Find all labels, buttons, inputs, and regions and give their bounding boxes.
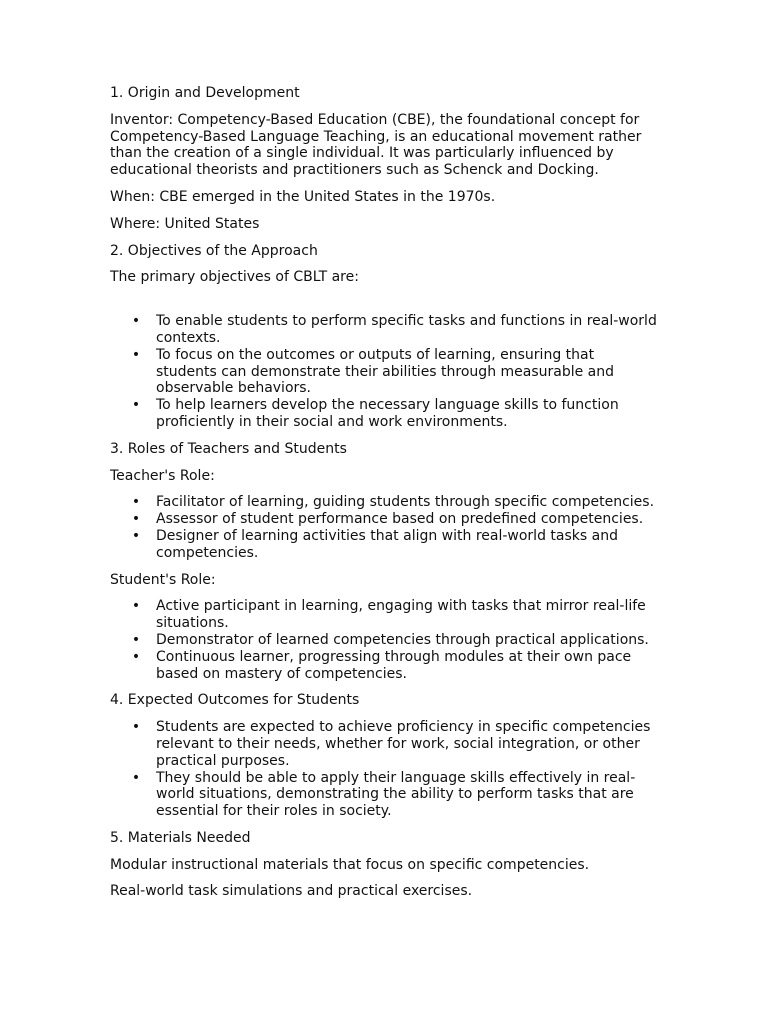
list-item-text: They should be able to apply their language skills effectively in real-world situations, demonstrating the ability to perform tasks that are essential for their roles in society. [156,769,636,820]
origin-when-paragraph: When: CBE emerged in the United States in the 1970s. [110,188,496,205]
teacher-role-list [110,494,658,561]
list-item [110,528,658,562]
list-item-text: Assessor of student performance based on predefined competencies. [156,511,644,528]
list-item-text: Demonstrator of learned competencies through practical applications. [156,631,649,648]
bullet-icon: • [131,598,141,615]
origin-where-paragraph: Where: United States [110,215,260,232]
student-role-label: Student's Role: [110,571,216,588]
origin-inventor-paragraph: Inventor: Competency-Based Education (CBE), the foundational concept for Competency-Based Language Teaching, is an educational movement rather than the creation of a single individual. It was particularly influenced by educational theorists and practitioners such as Schenck and Docking. [110,111,642,179]
objectives-intro: The primary objectives of CBLT are: [110,269,359,286]
list-item-text: Facilitator of learning, guiding students through specific competencies. [156,494,655,511]
list-item [110,598,658,632]
section-heading-roles: 3. Roles of Teachers and Students [110,440,347,457]
bullet-icon: • [131,511,141,528]
section-heading-objectives: 2. Objectives of the Approach [110,242,318,259]
list-item [110,511,658,528]
list-item [110,494,658,511]
list-item [110,649,658,683]
list-item-text: Active participant in learning, engaging with tasks that mirror real-life situations. [156,598,646,632]
section-heading-outcomes: 4. Expected Outcomes for Students [110,692,360,709]
objectives-list [110,313,658,431]
list-item [110,313,658,347]
list-item-text: Students are expected to achieve proficiency in specific competencies relevant to their needs, whether for work, social integration, or other practical purposes. [156,719,651,769]
list-item-text: To focus on the outcomes or outputs of learning, ensuring that students can demonstrate their abilities through measurable and observable behaviors. [156,346,615,397]
outcomes-list [110,719,658,820]
list-item [110,347,658,397]
section-heading-origin: 1. Origin and Development [110,85,300,101]
student-role-list [110,598,658,682]
bullet-icon: • [131,313,141,330]
list-item-text: To enable students to perform specific tasks and functions in real-world contexts. [156,313,657,346]
bullet-icon: • [131,494,141,511]
bullet-icon: • [131,648,141,665]
bullet-icon: • [131,769,141,786]
bullet-icon: • [131,527,141,544]
list-item-text: To help learners develop the necessary language skills to function proficiently in their social and work environments. [156,397,619,430]
bullet-icon: • [131,346,141,363]
bullet-icon: • [131,719,141,736]
list-item [110,397,658,431]
bullet-icon: • [131,397,141,414]
materials-line-1: Modular instructional materials that focus on specific competencies. [110,856,590,873]
list-item [110,770,658,820]
list-item-text: Continuous learner, progressing through modules at their own pace based on mastery of competencies. [156,648,632,682]
list-item [110,632,658,649]
section-heading-materials: 5. Materials Needed [110,829,251,846]
list-item [110,719,658,769]
list-item-text: Designer of learning activities that align with real-world tasks and competencies. [156,527,618,561]
materials-line-2: Real-world task simulations and practical exercises. [110,883,473,900]
bullet-icon: • [131,631,141,648]
teacher-role-label: Teacher's Role: [110,467,215,484]
